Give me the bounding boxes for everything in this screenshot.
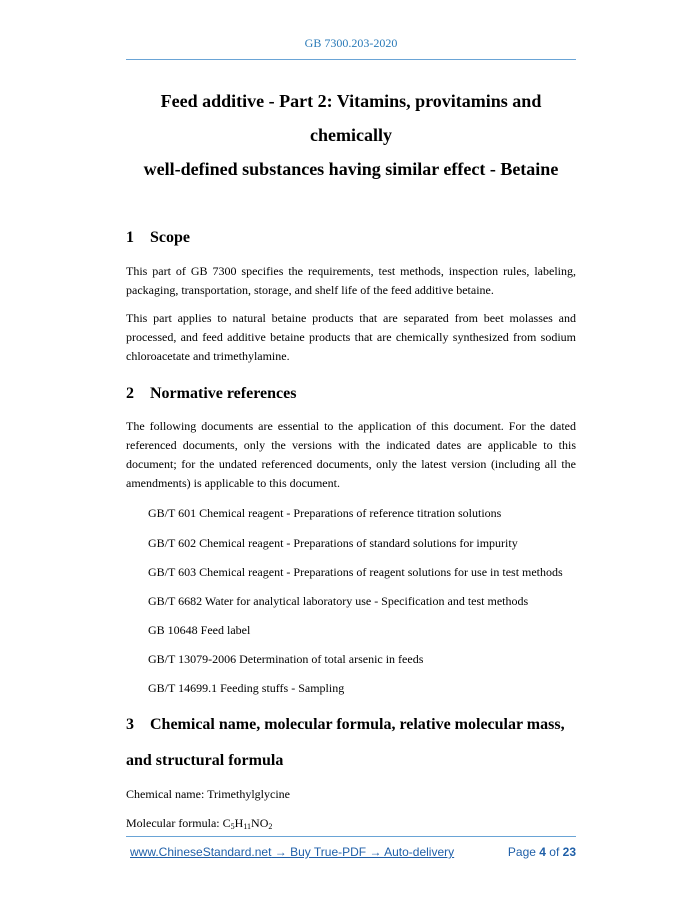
references-intro: The following documents are essential to the application of this document. For the dated referenced documents, only the versions with the indicated dates are applicable to this document; for the undated referenced documents, only the latest version (including all the amendments) is applicable to this document. (126, 419, 576, 490)
reference-item: GB/T 13079-2006 Determination of total arsenic in feeds (148, 652, 424, 666)
section-1-heading (126, 229, 576, 247)
document-title-line2: well-defined substances having similar effect - Betaine (143, 159, 559, 179)
formula-c-subscript: 5 (230, 822, 235, 831)
page-label: Page (507, 845, 540, 859)
section-2-number: 2 (126, 385, 134, 402)
section-3-number: 3 (126, 716, 134, 733)
page-footer (130, 845, 576, 859)
reference-item: GB/T 6682 Water for analytical laboratory use - Specification and test methods (148, 594, 529, 608)
formula-o-subscript: 2 (268, 822, 273, 831)
site-link-tagline[interactable]: → Buy True-PDF → Auto-delivery (271, 845, 455, 859)
footer-divider (126, 836, 576, 837)
page-number (508, 845, 576, 859)
running-header: GB 7300.203-2020 (304, 36, 398, 50)
scope-paragraph-1: This part of GB 7300 specifies the requirements, test methods, inspection rules, labeling, packaging, transportation, storage, and shelf life of the feed additive betaine. (126, 264, 576, 297)
section-3-heading-line2: and structural formula (126, 752, 284, 769)
reference-item: GB/T 14699.1 Feeding stuffs - Sampling (148, 681, 345, 695)
site-link[interactable] (130, 845, 454, 859)
site-link-text[interactable]: www.ChineseStandard.net (130, 845, 272, 859)
chemical-name: Chemical name: Trimethylglycine (126, 787, 290, 801)
page-body (126, 84, 576, 836)
molecular-formula (126, 814, 576, 836)
formula-h-subscript: 11 (243, 822, 252, 831)
of-label: of (545, 845, 563, 859)
section-2-heading (126, 385, 576, 403)
section-1-number: 1 (126, 229, 134, 246)
section-2-title: Normative references (150, 385, 297, 402)
reference-item: GB/T 602 Chemical reagent - Preparations of standard solutions for impurity (148, 536, 518, 550)
formula-c: C (222, 816, 231, 830)
current-page: 4 (539, 845, 546, 859)
formula-h: H (234, 816, 244, 830)
reference-item: GB/T 601 Chemical reagent - Preparations of reference titration solutions (148, 506, 502, 520)
header-divider (126, 59, 576, 60)
molecular-formula-label: Molecular formula: (126, 816, 223, 830)
reference-item: GB 10648 Feed label (148, 623, 251, 637)
section-3-heading (126, 705, 576, 745)
scope-paragraph-2: This part applies to natural betaine products that are separated from beet molasses and processed, and feed additive betaine products that are chemically synthesized from sodium chloroacetate and trimethylamine. (126, 311, 576, 363)
formula-no: NO (251, 816, 269, 830)
reference-item: GB/T 603 Chemical reagent - Preparations of reagent solutions for use in test methods (148, 565, 563, 579)
section-3-title-line1: Chemical name, molecular formula, relative molecular mass, (150, 716, 565, 733)
total-pages: 23 (562, 845, 576, 859)
document-title-line1: Feed additive - Part 2: Vitamins, provitamins and chemically (160, 91, 542, 145)
section-1-title: Scope (150, 229, 190, 246)
